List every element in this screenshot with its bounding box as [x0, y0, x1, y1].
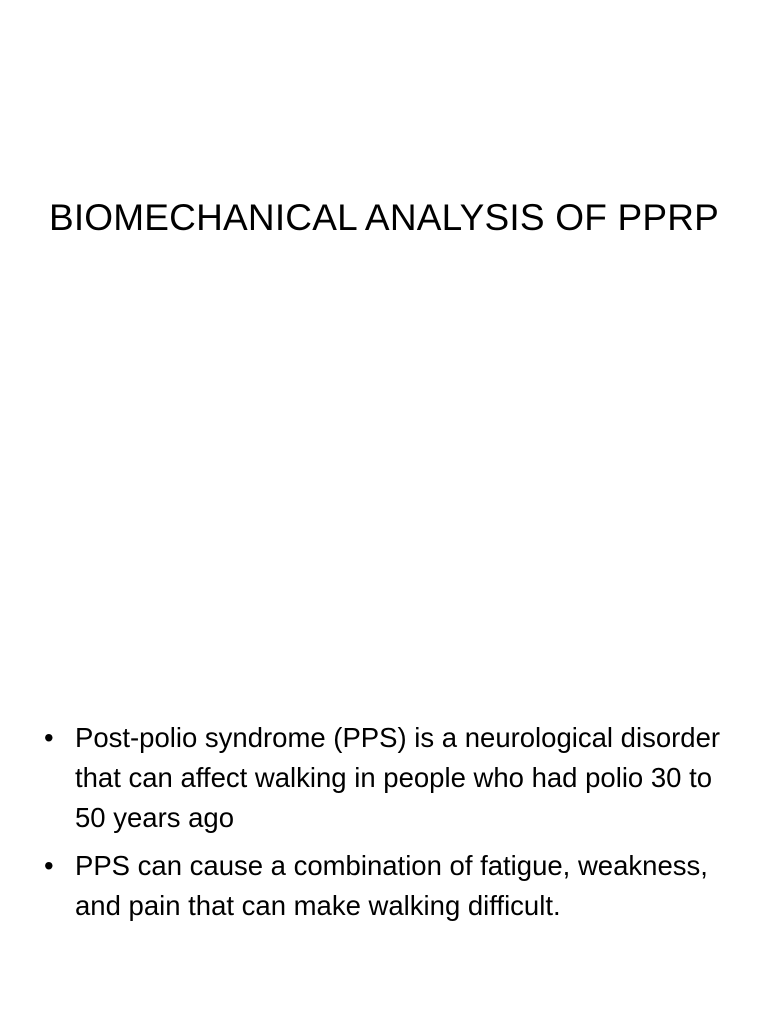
bullet-item: [44, 718, 734, 838]
bullet-marker: •: [44, 722, 54, 753]
slide-title: BIOMECHANICAL ANALYSIS OF PPRP: [48, 197, 720, 238]
bullet-text: PPS can cause a combination of fatigue, weakness, and pain that can make walking difficult.: [75, 850, 708, 921]
bullet-item: [44, 846, 734, 926]
bullet-text: Post-polio syndrome (PPS) is a neurological disorder that can affect walking in people who had polio 30 to 50 years ago: [75, 722, 721, 833]
bullet-marker: •: [44, 850, 54, 881]
bullet-list: [44, 718, 734, 934]
